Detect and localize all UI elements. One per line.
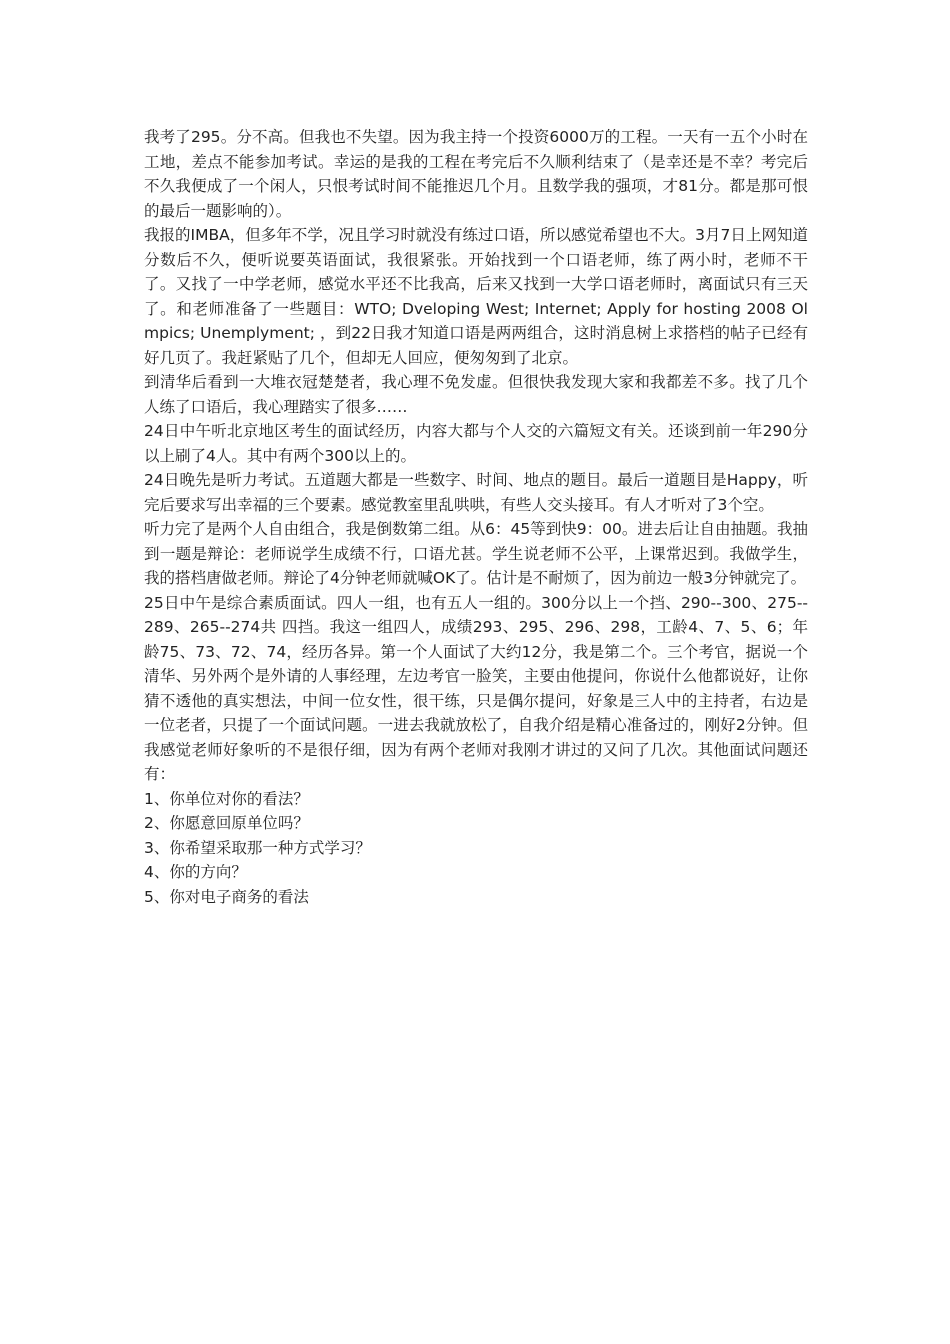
paragraph-imba-preparation: 我报的IMBA，但多年不学，况且学习时就没有练过口语，所以感觉希望也不大。3月7日上网知道分数后不久，便听说要英语面试，我很紧张。开始找到一个口语老师，练了两小时，老师不干了。又找了一中学老师，感觉水平还不比我高，后来又找到一大学口语老师时，离面试只有三天了。和老师准备了一些题目：WTO; Dveloping West; Internet; Apply for hosting 2008 Olmpics; Unemplyment; ，到22日我才知道口语是两两组合，这时消息树上求搭档的帖子已经有好几页了。我赶紧贴了几个，但却无人回应，便匆匆到了北京。: [144, 226, 808, 367]
paragraph-tsinghua-arrival: 到清华后看到一大堆衣冠楚楚者，我心理不免发虚。但很快我发现大家和我都差不多。找了几个人练了口语后，我心理踏实了很多……: [144, 373, 808, 416]
question-item-3: 3、你希望采取那一种方式学习？: [144, 838, 371, 857]
question-item-1: 1、你单位对你的看法？: [144, 789, 309, 808]
question-item-2: 2、你愿意回原单位吗？: [144, 814, 309, 832]
paragraph-score-intro: 我考了295。分不高。但我也不失望。因为我主持一个投资6000万的工程。一天有一五个小时在工地，差点不能参加考试。幸运的是我的工程在考完后不久顺利结束了（是幸还是不幸？考完后不久我便成了一个闲人，只恨考试时间不能推迟几个月。且数学我的强项，才81分。都是那可恨的最后一题影响的）。: [144, 128, 808, 220]
paragraph-pair-debate: 听力完了是两个人自由组合，我是倒数第二组。从6：45等到快9：00。进去后让自由抽题。我抽到一题是辩论：老师说学生成绩不行，口语尤甚。学生说老师不公平，上课常迟到。我做学生，我的搭档唐做老师。辩论了4分钟老师就喊OK了。估计是不耐烦了，因为前边一般3分钟就完了。: [144, 520, 808, 587]
paragraph-24-noon: 24日中午听北京地区考生的面试经历，内容大都与个人交的六篇短文有关。还谈到前一年290分以上刷了4人。其中有两个300以上的。: [144, 422, 808, 465]
question-item-5: 5、你对电子商务的看法: [144, 887, 309, 906]
paragraph-25-interview: 25日中午是综合素质面试。四人一组，也有五人一组的。300分以上一个挡、290--300、275--289、265--274共 四挡。我这一组四人，成绩293、295、296、298，工龄4、7、5、6；年龄75、73、72、74，经历各异。第一个人面试了大约12分，我是第二个。三个考官，据说一个清华、另外两个是外请的人事经理，左边考官一脸笑，主要由他提问，你说什么他都说好，让你猜不透他的真实想法，中间一位女性，很干练，只是偶尔提问，好象是三人中的主持者，右边是一位老者，只提了一个面试问题。一进去我就放松了，自我介绍是精心准备过的，刚好2分钟。但我感觉老师好象听的不是很仔细，因为有两个老师对我刚才讲过的又问了几次。其他面试问题还有：: [144, 593, 808, 783]
document-body: [144, 125, 808, 909]
question-item-4: 4、你的方向？: [144, 863, 247, 881]
paragraph-listening-test: 24日晚先是听力考试。五道题大都是一些数字、时间、地点的题目。最后一道题目是Happy，听完后要求写出幸福的三个要素。感觉教室里乱哄哄，有些人交头接耳。有人才听对了3个空。: [144, 471, 808, 514]
